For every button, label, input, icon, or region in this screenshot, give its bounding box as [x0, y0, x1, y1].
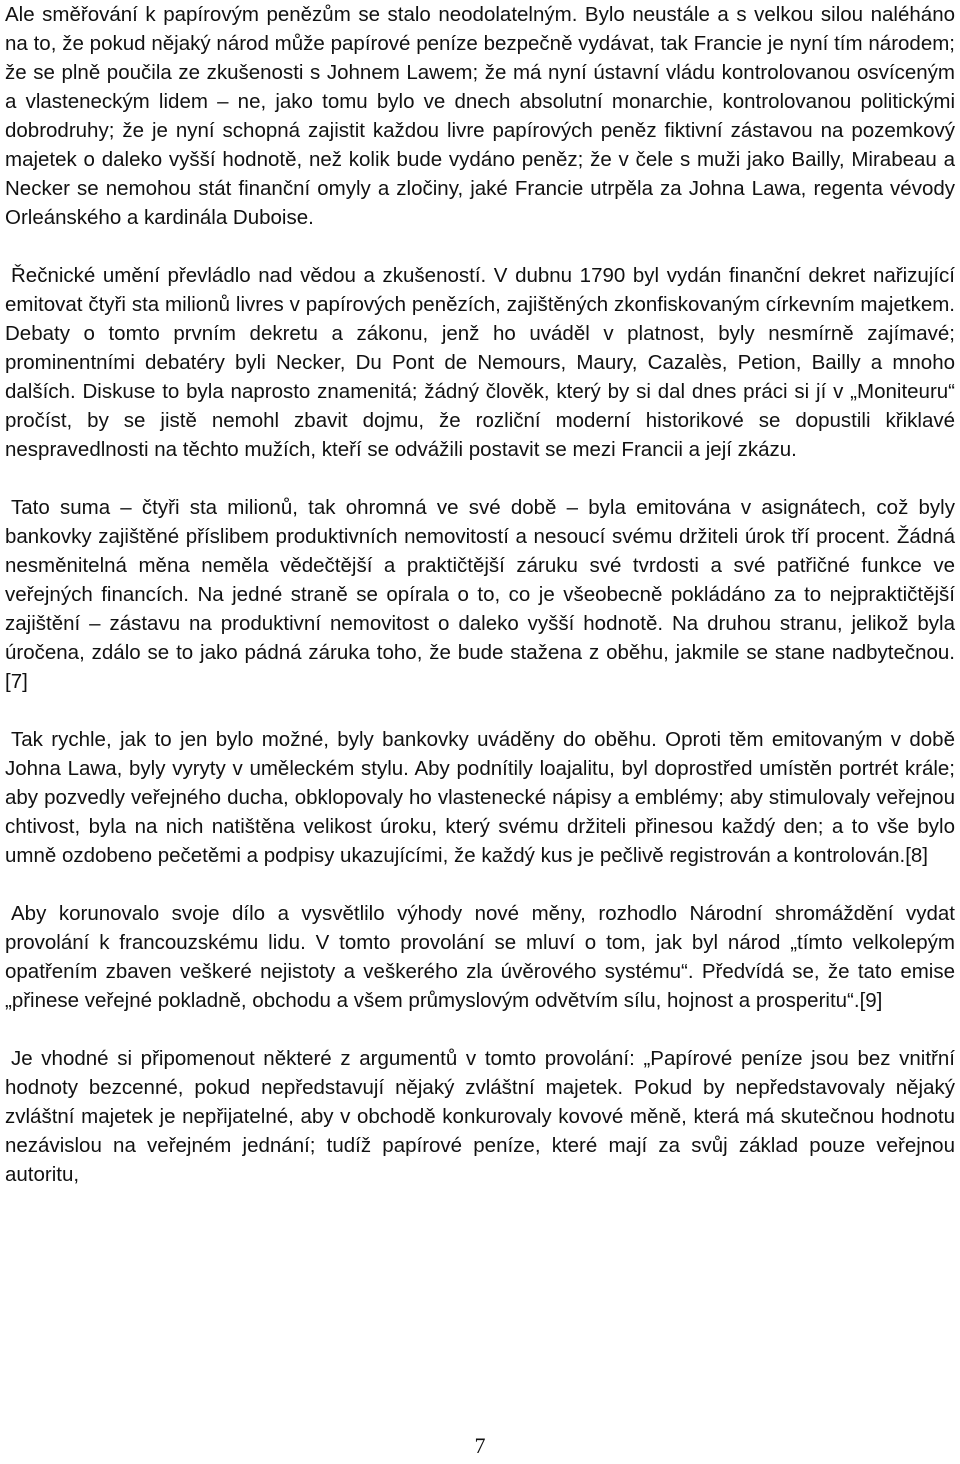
document-page	[5, 0, 955, 1189]
paragraph-6: Je vhodné si připomenout některé z argumentů v tomto provolání: „Papírové peníze jsou bez vnitřní hodnoty bezcenné, pokud nepředstavují nějaký zvláštní majetek. Pokud by nepředstavovaly nějaký zvláštní majetek je nepřijatelné, aby v obchodě konkurovaly kovové měně, která má skutečnou hodnotu nezávislou na veřejném jednání; tudíž papírové peníze, které mají za svůj základ pouze veřejnou autoritu,	[5, 1047, 955, 1186]
paragraph-1: Ale směřování k papírovým penězům se stalo neodolatelným. Bylo neustále a s velkou silou naléháno na to, že pokud nějaký národ může papírové peníze bezpečně vydávat, tak Francie je nyní tím národem; že se plně poučila ze zkušenosti s Johnem Lawem; že má nyní ústavní vládu kontrolovanou osvíceným a vlasteneckým lidem – ne, jako tomu bylo ve dnech absolutní monarchie, kontrolovanou politickými dobrodruhy; že je nyní schopná zajistit každou livre papírových peněz fiktivní zástavou na pozemkový majetek o daleko vyšší hodnotě, než kolik bude vydáno peněz; že v čele s muži jako Bailly, Mirabeau a Necker se nemohou stát finanční omyly a zločiny, jaké Francie utrpěla za Johna Lawa, regenta vévody Orleánského a kardinála Duboise.	[5, 3, 955, 229]
paragraph-5: Aby korunovalo svoje dílo a vysvětlilo výhody nové měny, rozhodlo Národní shromáždění vydat provolání k francouzskému lidu. V tomto provolání se mluví o tom, jak byl národ „tímto velkolepým opatřením zbaven veškeré nejistoty a veškerého zla úvěrového systému“. Předvídá se, že tato emise „přinese veřejné pokladně, obchodu a všem průmyslovým odvětvím sílu, hojnost a prosperitu“.[9]	[5, 902, 955, 1012]
paragraph-3: Tato suma – čtyři sta milionů, tak ohromná ve své době – byla emitována v asignátech, což byly bankovky zajištěné příslibem produktivních nemovitostí a nesoucí svému držiteli úrok tří procent. Žádná nesměnitelná měna neměla vědečtější a praktičtější záruku své tvrdosti a své patřičné funkce ve veřejných financích. Na jedné straně se opírala o to, co je všeobecně pokládáno za to nejpraktičtější zajištění – zástavu na produktivní nemovitost o daleko vyšší hodnotě. Na druhou stranu, jelikož byla úročena, zdálo se to jako pádná záruka toho, že bude stažena z oběhu, jakmile se stane nadbytečnou.[7]	[5, 496, 955, 693]
paragraph-2: Řečnické umění převládlo nad vědou a zkušeností. V dubnu 1790 byl vydán finanční dekret nařizující emitovat čtyři sta milionů livres v papírových penězích, zajištěných zkonfiskovaným církevním majetkem. Debaty o tomto prvním dekretu a zákonu, jenž ho uváděl v platnost, byly nesmírně zajímavé; prominentními debatéry byli Necker, Du Pont de Nemours, Maury, Cazalès, Petion, Bailly a mnoho dalších. Diskuse to byla naprosto znamenitá; žádný člověk, který by si dal dnes práci si jí v „Moniteuru“ pročíst, by se jistě nemohl zbavit dojmu, že rozliční moderní historikové se dopustili křiklavé nespravedlnosti na těchto mužích, kteří se odvážili postavit se mezi Francii a její zkázu.	[5, 264, 955, 461]
page-number: 7	[474, 1433, 486, 1458]
paragraph-4: Tak rychle, jak to jen bylo možné, byly bankovky uváděny do oběhu. Oproti těm emitovaným v době Johna Lawa, byly vyryty v uměleckém stylu. Aby podnítily loajalitu, byl doprostřed umístěn portrét krále; aby pozvedly veřejného ducha, obklopovaly ho vlastenecké nápisy a emblémy; aby stimulovaly veřejnou chtivost, byla na nich natištěna velikost úroku, který svému držiteli přinesou každý den; a to vše bylo umně ozdobeno pečetěmi a podpisy ukazujícími, že každý kus je pečlivě registrován a kontrolován.[8]	[5, 728, 955, 867]
